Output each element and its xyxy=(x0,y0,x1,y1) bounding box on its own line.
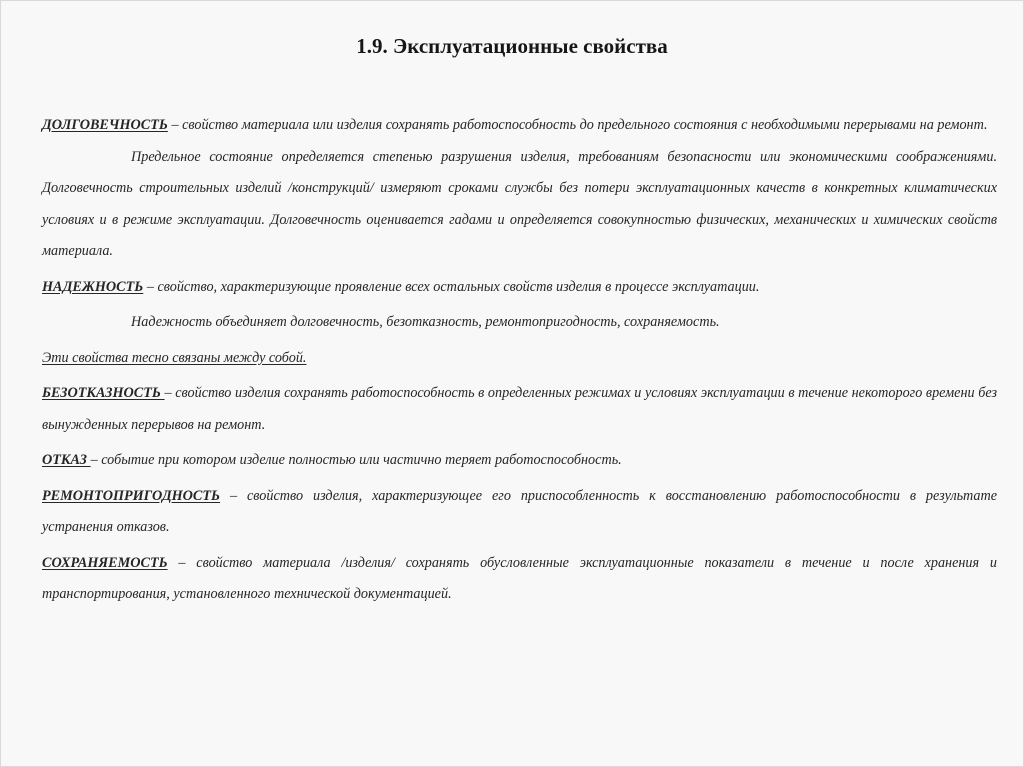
term-remontoprigodnost: РЕМОНТОПРИГОДНОСТЬ xyxy=(42,487,221,504)
definition-bezotkaznost: – свойство изделия сохранять работоспособность в определенных режимах и условиях эксплуатации в течение некоторого времени без вынужденных перерывов на ремонт. xyxy=(42,385,997,433)
paragraph-otkaz xyxy=(42,445,997,477)
paragraph-nadezhnost xyxy=(42,272,997,304)
term-sokhranyaemost: СОХРАНЯЕМОСТЬ xyxy=(42,554,168,571)
definition-nadezhnost: – свойство, характеризующие проявление всех остальных свойств изделия в процессе эксплуатации. xyxy=(143,278,760,295)
definition-otkaz: – событие при котором изделие полностью или частично теряет работоспособность. xyxy=(90,452,622,468)
note-svyaz: Эти свойства тесно связаны между собой. xyxy=(42,349,307,366)
paragraph-bezotkaznost xyxy=(42,378,997,441)
slide-title: 1.9. Эксплуатационные свойства xyxy=(356,34,668,58)
paragraph-dolgovechnost xyxy=(42,110,997,142)
paragraph-nadezhnost-obedinyaet xyxy=(42,307,997,339)
definition-sokhranyaemost: – свойство материала /изделия/ сохранять обусловленные эксплуатационные показатели в течение и после хранения и транспортирования, установленного технической документацией. xyxy=(42,554,997,602)
paragraph-sokhranyaemost xyxy=(42,548,997,611)
term-dolgovechnost: ДОЛГОВЕЧНОСТЬ xyxy=(42,117,168,133)
slide-content xyxy=(42,110,997,611)
text-nadezhnost-obedinyaet: Надежность объединяет долговечность, безотказность, ремонтопригодность, сохраняемость. xyxy=(131,314,720,330)
paragraph-predelnoe-sostoyanie xyxy=(42,142,997,268)
paragraph-remontoprigodnost xyxy=(42,481,997,544)
definition-remontoprigodnost: – свойство изделия, характеризующее его приспособленность к восстановлению работоспособности в результате устранения отказов. xyxy=(42,487,997,535)
definition-dolgovechnost: – свойство материала или изделия сохранять работоспособность до предельного состояния с необходимыми перерывами на ремонт. xyxy=(167,117,988,133)
paragraph-svyaz xyxy=(42,343,997,375)
text-predelnoe-sostoyanie: Предельное состояние определяется степенью разрушения изделия, требованиям безопасности или экономическими соображениями. Долговечность строительных изделий /конструкций/ измеряют сроками службы без потери эксплуатационных качеств в конкретных климатических условиях и в режиме эксплуатации. Долговечность оценивается гадами и определяется совокупностью физических, механических и химических свойств материала. xyxy=(42,148,997,259)
term-nadezhnost: НАДЕЖНОСТЬ xyxy=(42,278,144,295)
term-bezotkaznost: БЕЗОТКАЗНОСТЬ xyxy=(42,385,165,401)
term-otkaz: ОТКАЗ xyxy=(42,452,91,468)
